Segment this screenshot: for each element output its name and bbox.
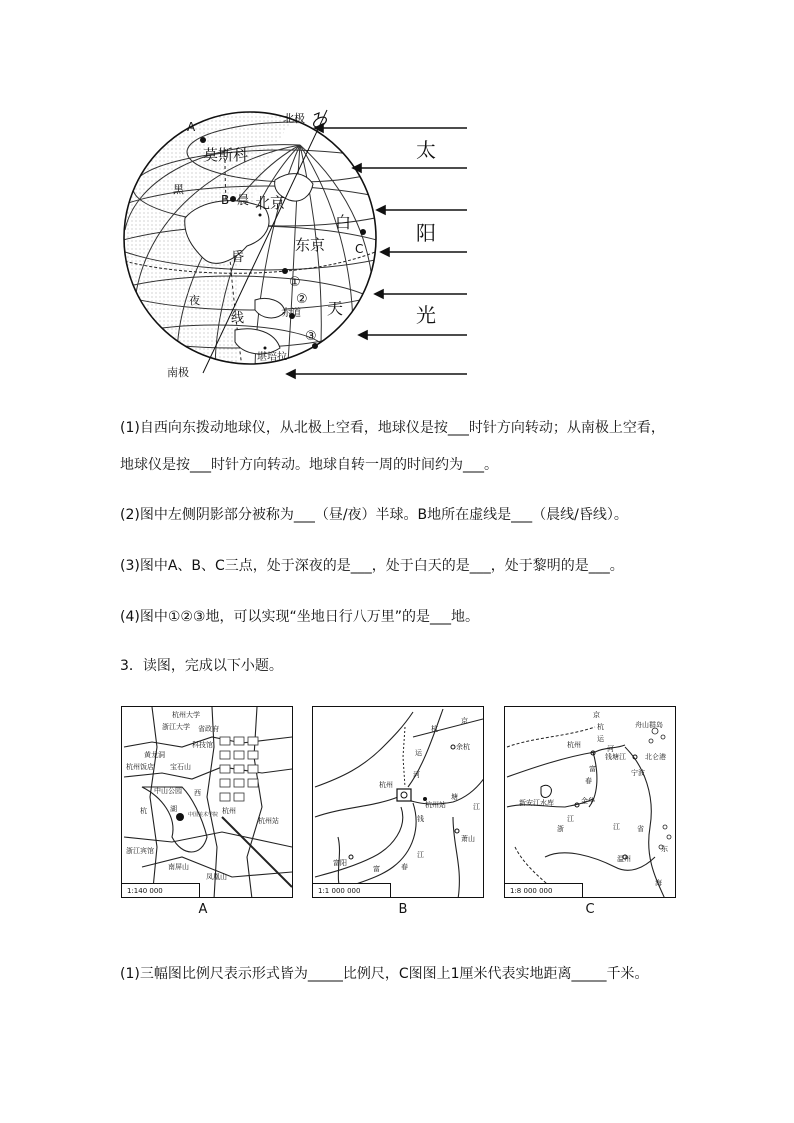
map-a-label-hang: 杭 — [140, 807, 147, 815]
map-c-caption: C — [585, 902, 595, 917]
north-pole-label: 北极 — [283, 112, 305, 125]
sun-char-2: 阳 — [416, 221, 436, 245]
day-char-tian: 天 — [327, 299, 344, 318]
map-b-label-he: 河 — [413, 771, 420, 779]
map-a-label-station: 杭州站 — [258, 817, 279, 825]
final-question: (1)三幅图比例尺表示形式皆为_____比例尺，C图图上1厘米代表实地距离_____千米。 — [120, 966, 649, 982]
south-pole-label: 南极 — [167, 366, 189, 379]
day-char-bai: 白 — [335, 213, 352, 232]
map-c — [504, 706, 676, 898]
map-c-label-jiang2: 江 — [613, 823, 620, 831]
map-a-label-lake: 湖 — [170, 805, 177, 813]
map-c-label-sheng: 省 — [637, 825, 644, 833]
map-c-label-hangzhou: 杭州 — [567, 741, 581, 749]
dark-label: 黑 — [173, 183, 184, 196]
canberra-label: 堪培拉 — [257, 352, 287, 363]
map-a-caption: A — [198, 902, 208, 917]
map-b-label-tang: 塘 — [451, 793, 458, 801]
dawn-label: 晨 — [237, 193, 250, 207]
line-char-xian: 线 — [231, 311, 245, 326]
map-a-label-hangzhou: 杭州 — [222, 807, 236, 815]
map-c-label-beilun: 北仑港 — [645, 753, 666, 761]
map-b-label-jiang2: 江 — [417, 851, 424, 859]
point-1-label: ① — [289, 275, 301, 290]
question-1-line-1: (1)自西向东拨动地球仪，从北极上空看，地球仪是按___时针方向转动；从南极上空看， — [120, 420, 665, 436]
map-a-label-west: 西 — [194, 789, 201, 797]
map-c-scale: 1:8 000 000 — [505, 883, 583, 897]
map-a-label-nanping: 南屏山 — [168, 863, 189, 871]
point-b-label: B — [221, 193, 230, 207]
map-c-label-jing: 京 — [593, 711, 600, 719]
sun-char-3: 光 — [416, 303, 436, 327]
globe-figure — [115, 100, 475, 390]
point-2-label: ② — [296, 292, 308, 307]
map-c-label-qiantang: 钱塘江 — [605, 753, 626, 761]
map-b-caption: B — [398, 902, 408, 917]
map-b-label-xiaoshan: 萧山 — [461, 835, 475, 843]
map-b-label-qian: 钱 — [417, 815, 424, 823]
map-a-label-zju: 浙江大学 — [162, 723, 190, 731]
map-a-drawing — [122, 707, 293, 898]
dusk-label: 昏 — [231, 250, 245, 265]
map-c-label-hai: 海 — [655, 879, 662, 887]
question-3: (3)图中A、B、C三点，处于深夜的是___，处于白天的是___，处于黎明的是___。 — [120, 558, 624, 574]
map-a-label-baoshi: 宝石山 — [170, 763, 191, 771]
map-a-label-museum: 科技馆 — [192, 741, 213, 749]
map-b-label-fuyang: 富阳 — [333, 859, 347, 867]
map-b-label-jing: 京 — [461, 717, 468, 725]
map-c-label-dong: 东 — [661, 845, 668, 853]
tokyo-label: 东京 — [295, 236, 326, 254]
map-b-label-hang: 杭 — [431, 725, 438, 733]
beijing-label: 北京 — [255, 194, 286, 212]
night-label: 夜 — [189, 294, 200, 307]
map-a-label-hotel: 杭州饭店 — [126, 763, 154, 771]
globe-diagram — [115, 100, 475, 390]
map-b-label-fu: 富 — [373, 865, 380, 873]
map-b-label-jiang: 江 — [473, 803, 480, 811]
map-b — [312, 706, 484, 898]
point-c-label: C — [355, 242, 364, 256]
map-c-label-zhe: 浙 — [557, 825, 564, 833]
map-b-label-chun: 春 — [401, 863, 408, 871]
map-a-label-gov: 省政府 — [198, 725, 219, 733]
question-2: (2)图中左侧阴影部分被称为___（昼/夜）半球。B地所在虚线是___（晨线/昏线）。 — [120, 507, 628, 523]
map-c-label-fu: 富 — [589, 765, 596, 773]
map-b-label-station: 杭州站 — [425, 801, 446, 809]
map-a-label-zjhotel: 浙江宾馆 — [126, 847, 154, 855]
moscow-label: 莫斯科 — [203, 146, 249, 164]
map-c-label-chun: 春 — [585, 777, 592, 785]
map-b-drawing — [313, 707, 484, 898]
map-c-label-jiang: 江 — [567, 815, 574, 823]
map-a-label-huanglong: 黄龙洞 — [144, 751, 165, 759]
map-c-label-xinanjiang: 新安江水库 — [519, 799, 554, 807]
map-b-scale: 1:1 000 000 — [313, 883, 391, 897]
map-a-label-academy: 中国美术学院 — [188, 812, 219, 818]
map-b-label-yuhang: 余杭 — [456, 743, 470, 751]
map-c-label-ningbo: 宁波 — [631, 769, 645, 777]
question-1-line-2: 地球仪是按___时针方向转动。地球自转一周的时间约为___。 — [120, 457, 498, 473]
map-c-label-jinhua: 金华 — [581, 797, 595, 805]
map-a — [121, 706, 293, 898]
map-a-label-hzu: 杭州大学 — [172, 711, 200, 719]
map-a-label-fenghuang: 凤凰山 — [206, 873, 227, 881]
point-3-label: ③ — [305, 329, 317, 344]
equator-label: 赤道 — [281, 308, 301, 319]
question-4: (4)图中①②③地，可以实现“坐地日行八万里”的是___地。 — [120, 609, 479, 625]
map-c-label-hang: 杭 — [597, 723, 604, 731]
map-b-label-yun: 运 — [415, 749, 422, 757]
section-3-heading: 3．读图，完成以下小题。 — [120, 658, 283, 674]
map-a-label-park: 中山公园 — [154, 787, 182, 795]
map-b-label-hangzhou: 杭州 — [379, 781, 393, 789]
map-c-label-zhoushan: 舟山群岛 — [635, 721, 663, 729]
point-a-label: A — [187, 120, 196, 134]
map-c-label-yun: 运 — [597, 735, 604, 743]
map-c-label-he: 河 — [607, 745, 614, 753]
map-c-label-wenzhou: 温州 — [617, 855, 631, 863]
sun-char-1: 太 — [416, 138, 436, 162]
map-a-scale: 1:140 000 — [122, 883, 200, 897]
